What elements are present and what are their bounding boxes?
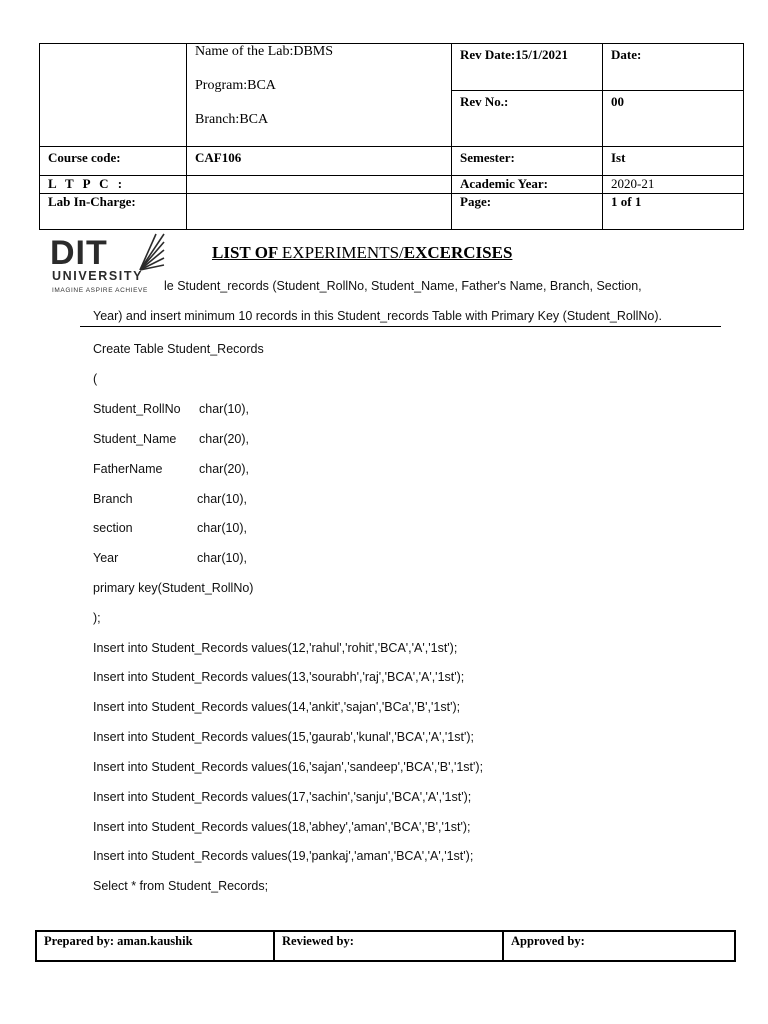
- sql-insert: Insert into Student_Records values(14,'ankit','sajan','BCa','B','1st');: [93, 700, 461, 714]
- logo-university-text: UNIVERSITY: [52, 269, 144, 283]
- ltpc-value: [187, 176, 452, 194]
- header-blank-cell: [40, 44, 187, 147]
- column-type: char(20),: [199, 432, 250, 446]
- header-table: [39, 43, 744, 230]
- sql-insert: Insert into Student_Records values(15,'gaurab','kunal','BCA','A','1st');: [93, 730, 475, 744]
- page-label: Page:: [452, 194, 603, 230]
- academic-year-label: Academic Year:: [452, 176, 603, 194]
- approved-by: Approved by:: [503, 931, 735, 961]
- sql-insert: Insert into Student_Records values(19,'pankaj','aman','BCA','A','1st');: [93, 849, 474, 863]
- column-type: char(20),: [199, 462, 250, 476]
- sql-column: [93, 432, 293, 448]
- lab-name: Name of the Lab:DBMS: [195, 44, 334, 59]
- title-part3: EXCERCISES: [403, 243, 513, 262]
- page-value: 1 of 1: [603, 194, 744, 230]
- sql-column: [93, 402, 293, 418]
- column-name: Student_Name: [93, 432, 177, 446]
- column-name: section: [93, 521, 133, 535]
- lab-info-cell: [187, 44, 452, 147]
- divider-line: [80, 326, 721, 327]
- sunburst-icon: [138, 232, 166, 272]
- prepared-by: Prepared by: aman.kaushik: [36, 931, 274, 961]
- footer-table: [35, 930, 736, 962]
- page-title: [212, 243, 512, 263]
- task-line-2: Year) and insert minimum 10 records in this Student_records Table with Primary Key (Student_RollNo).: [93, 309, 663, 323]
- column-name: FatherName: [93, 462, 163, 476]
- sql-close: );: [93, 611, 101, 625]
- semester-value: Ist: [603, 147, 744, 176]
- date-label: Date:: [603, 44, 744, 91]
- column-type: char(10),: [197, 521, 248, 535]
- logo-dit-text: DIT: [50, 234, 108, 272]
- course-code-value: CAF106: [187, 147, 452, 176]
- sql-open-paren: (: [93, 372, 98, 386]
- rev-no-value: 00: [603, 90, 744, 146]
- sql-insert: Insert into Student_Records values(12,'rahul','rohit','BCA','A','1st');: [93, 641, 458, 655]
- sql-select: Select * from Student_Records;: [93, 879, 269, 893]
- sql-insert: Insert into Student_Records values(16,'sajan','sandeep','BCA','B','1st');: [93, 760, 484, 774]
- sql-column: [93, 551, 293, 567]
- rev-no-label: Rev No.:: [452, 90, 603, 146]
- sql-column: [93, 492, 293, 508]
- task-line-1: le Student_records (Student_RollNo, Student_Name, Father's Name, Branch, Section,: [164, 279, 642, 293]
- program: Program:BCA: [195, 78, 276, 93]
- dit-university-logo: [50, 236, 164, 298]
- column-name: Student_RollNo: [93, 402, 181, 416]
- sql-column: [93, 521, 293, 537]
- sql-create: Create Table Student_Records: [93, 342, 264, 356]
- column-type: char(10),: [197, 551, 248, 565]
- title-part1: LIST OF: [212, 243, 282, 262]
- sql-insert: Insert into Student_Records values(13,'sourabh','raj','BCA','A','1st');: [93, 670, 465, 684]
- course-code-label: Course code:: [40, 147, 187, 176]
- lab-incharge-label: Lab In-Charge:: [40, 194, 187, 230]
- rev-date: Rev Date:15/1/2021: [452, 44, 603, 91]
- title-part2: EXPERIMENTS/: [281, 243, 404, 262]
- column-name: Branch: [93, 492, 133, 506]
- sql-primary-key: primary key(Student_RollNo): [93, 581, 254, 595]
- reviewed-by: Reviewed by:: [274, 931, 503, 961]
- column-type: char(10),: [199, 402, 250, 416]
- sql-insert: Insert into Student_Records values(18,'abhey','aman','BCA','B','1st');: [93, 820, 471, 834]
- academic-year-value: 2020-21: [603, 176, 744, 194]
- ltpc-label: L T P C :: [40, 176, 187, 194]
- lab-incharge-value: [187, 194, 452, 230]
- sql-insert: Insert into Student_Records values(17,'sachin','sanju','BCA','A','1st');: [93, 790, 472, 804]
- logo-tagline: IMAGINE ASPIRE ACHIEVE: [52, 287, 148, 294]
- column-type: char(10),: [197, 492, 248, 506]
- column-name: Year: [93, 551, 119, 565]
- semester-label: Semester:: [452, 147, 603, 176]
- branch: Branch:BCA: [195, 112, 269, 127]
- sql-column: [93, 462, 293, 478]
